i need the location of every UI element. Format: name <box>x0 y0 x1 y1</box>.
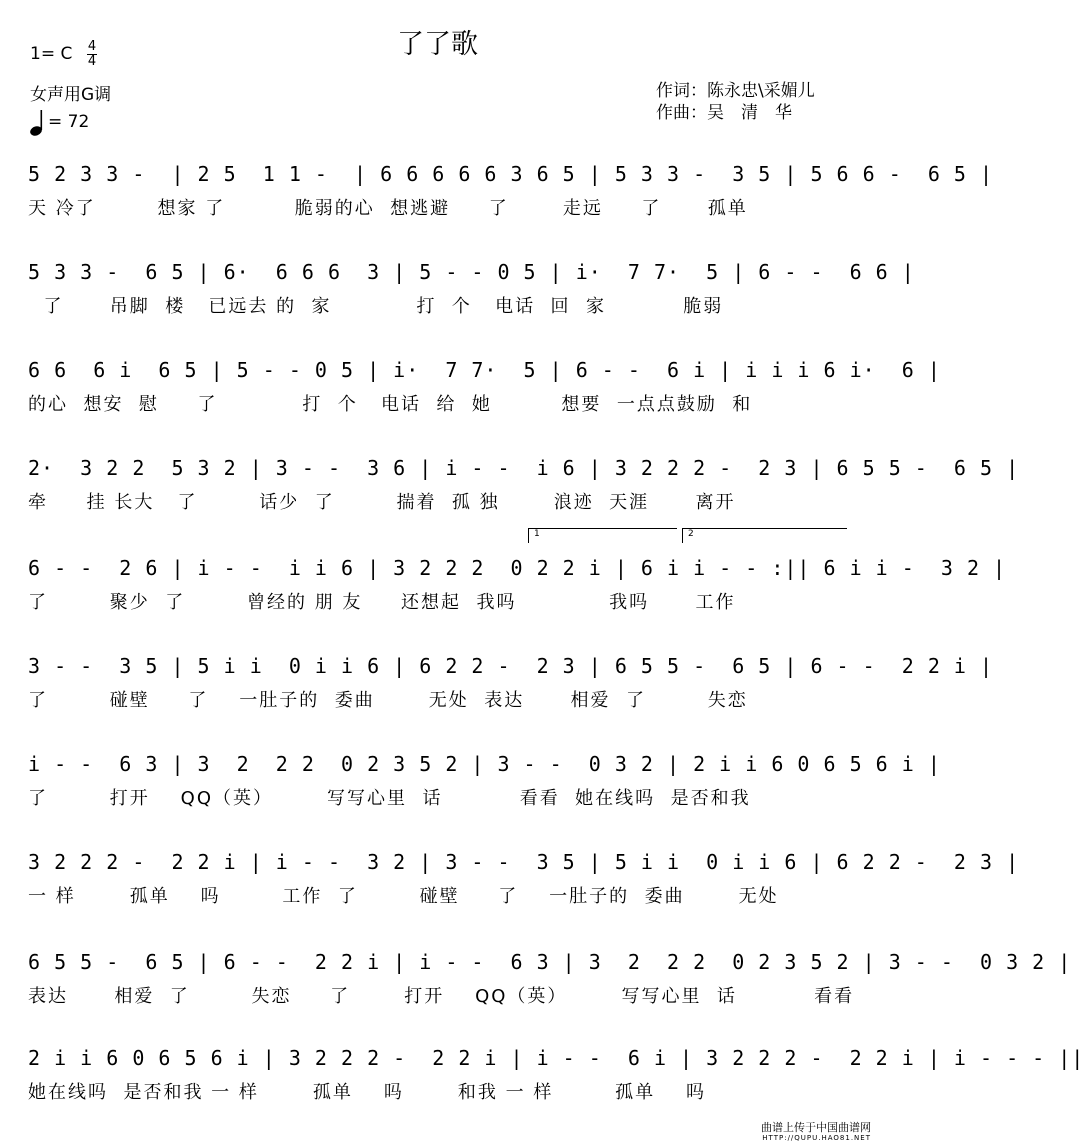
notes-line-4: 2· 3 2 2 5 3 2 | 3 - - 3 6 | i - - i 6 | 3 2 2 2 - 2 3 | 6 5 5 - 6 5 | <box>28 456 1020 480</box>
volta-bracket-1 <box>528 528 677 543</box>
score-line-3 <box>0 358 941 448</box>
score-line-7 <box>0 752 941 842</box>
lyrics-line-5: 了 聚少 了 曾经的 朋 友 还想起 我吗 我吗 工作 <box>28 592 736 613</box>
score-line-5 <box>0 556 1007 646</box>
composer-credit: 作曲：吴 清 华 <box>656 103 792 123</box>
score-line-9 <box>0 950 1072 1040</box>
footer-url: HTTP://QUPU.HAO81.NET <box>762 1134 871 1142</box>
lyrics-line-4: 牵 挂 长大 了 话少 了 揣着 孤 独 浪迹 天涯 离开 <box>28 492 736 513</box>
lyrics-line-10: 她在线吗 是否和我 一 样 孤单 吗 和我 一 样 孤单 吗 <box>28 1082 706 1103</box>
score-line-10 <box>0 1046 1084 1136</box>
lyrics-line-3: 的心 想安 慰 了 打 个 电话 给 她 想要 一点点鼓励 和 <box>28 394 753 415</box>
lyricist-credit: 作词：陈永忠\采媚儿 <box>656 81 815 101</box>
notes-line-8: 3 2 2 2 - 2 2 i | i - - 3 2 | 3 - - 3 5 | 5 i i 0 i i 6 | 6 2 2 - 2 3 | <box>28 850 1020 874</box>
time-signature-bottom: 4 <box>87 54 97 69</box>
key-signature: 1= C <box>30 44 73 64</box>
notes-line-9: 6 5 5 - 6 5 | 6 - - 2 2 i | i - - 6 3 | 3 2 2 2 0 2 3 5 2 | 3 - - 0 3 2 | <box>28 950 1072 974</box>
time-signature-top: 4 <box>87 39 97 54</box>
volta-label-1: 1 <box>534 529 540 539</box>
volta-bracket-2 <box>682 528 847 543</box>
notes-line-6: 3 - - 3 5 | 5 i i 0 i i 6 | 6 2 2 - 2 3 | 6 5 5 - 6 5 | 6 - - 2 2 i | <box>28 654 994 678</box>
notes-line-1: 5 2 3 3 - | 2 5 1 1 - | 6 6 6 6 6 3 6 5 | 5 3 3 - 3 5 | 5 6 6 - 6 5 | <box>28 162 994 186</box>
lyrics-line-7: 了 打开 QQ（英） 写写心里 话 看看 她在线吗 是否和我 <box>28 788 751 809</box>
page-title: 了了歌 <box>397 29 478 60</box>
lyrics-line-8: 一 样 孤单 吗 工作 了 碰壁 了 一肚子的 委曲 无处 <box>28 886 779 907</box>
lyrics-line-9: 表达 相爱 了 失恋 了 打开 QQ（英） 写写心里 话 看看 <box>28 986 855 1007</box>
score-line-6 <box>0 654 994 744</box>
time-signature <box>86 40 98 69</box>
lyrics-line-1: 天 冷了 想家 了 脆弱的心 想逃避 了 走远 了 孤单 <box>28 198 748 219</box>
score-line-1 <box>0 162 994 252</box>
notes-line-3: 6 6 6 i 6 5 | 5 - - 0 5 | i· 7 7· 5 | 6 - - 6 i | i i i 6 i· 6 | <box>28 358 941 382</box>
lyrics-line-6: 了 碰壁 了 一肚子的 委曲 无处 表达 相爱 了 失恋 <box>28 690 748 711</box>
volta-label-2: 2 <box>688 529 694 539</box>
notes-line-2: 5 3 3 - 6 5 | 6· 6 6 6 3 | 5 - - 0 5 | i· 7 7· 5 | 6 - - 6 6 | <box>28 260 915 284</box>
voice-note: 女声用G调 <box>30 85 112 105</box>
footer-credit: 曲谱上传于中国曲谱网 <box>761 1121 871 1134</box>
tempo-marking: = 72 <box>48 112 90 132</box>
score-line-2 <box>0 260 915 350</box>
notes-line-10: 2 i i 6 0 6 5 6 i | 3 2 2 2 - 2 2 i | i - - 6 i | 3 2 2 2 - 2 2 i | i - - - || <box>28 1046 1084 1070</box>
notes-line-5: 6 - - 2 6 | i - - i i 6 | 3 2 2 2 0 2 2 i | 6 i i - - :|| 6 i i - 3 2 | <box>28 556 1007 580</box>
lyrics-line-2: 了 吊脚 楼 已远去 的 家 打 个 电话 回 家 脆弱 <box>28 296 724 317</box>
score-line-8 <box>0 850 1020 940</box>
notes-line-7: i - - 6 3 | 3 2 2 2 0 2 3 5 2 | 3 - - 0 3 2 | 2 i i 6 0 6 5 6 i | <box>28 752 941 776</box>
